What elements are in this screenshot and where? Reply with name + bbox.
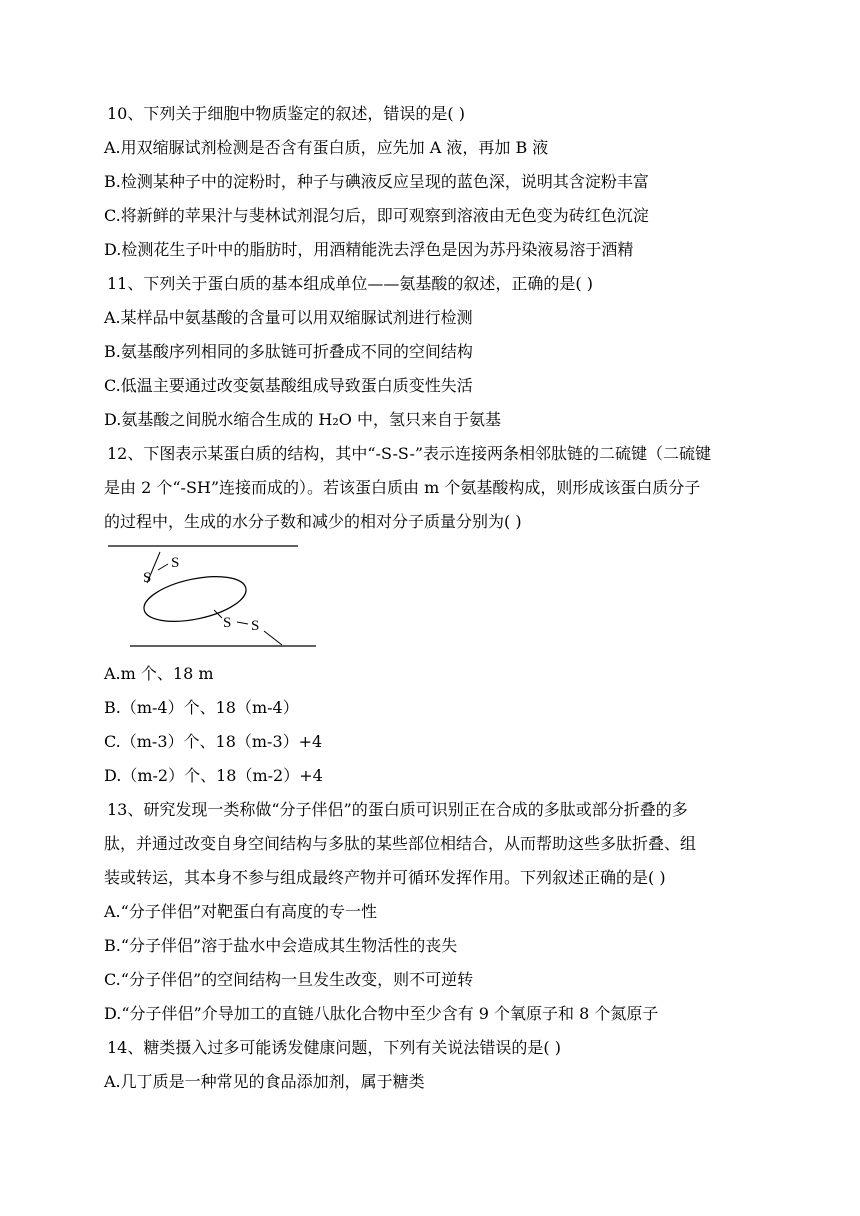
- question-12-stem-line-1: 12、下图表示某蛋白质的结构，其中“-S-S-”表示连接两条相邻肽链的二硫键（二硫键: [107, 444, 712, 463]
- question-10-stem: 10、下列关于细胞中物质鉴定的叙述，错误的是( ): [107, 104, 465, 123]
- question-12-option-b: B.（m-4）个、18（m-4）: [104, 698, 299, 717]
- sulfur-label: S: [223, 615, 232, 631]
- question-12-option-a: A.m 个、18 m: [104, 664, 214, 683]
- question-14-option-a: A.几丁质是一种常见的食品添加剂，属于糖类: [104, 1072, 425, 1091]
- question-10-option-c: C.将新鲜的苹果汁与斐林试剂混匀后，即可观察到溶液由无色变为砖红色沉淀: [104, 206, 649, 225]
- question-11-option-b: B.氨基酸序列相同的多肽链可折叠成不同的空间结构: [104, 342, 473, 361]
- question-12-option-d: D.（m-2）个、18（m-2）+4: [104, 766, 323, 785]
- question-12-option-c: C.（m-3）个、18（m-3）+4: [104, 732, 323, 751]
- question-11-option-a: A.某样品中氨基酸的含量可以用双缩脲试剂进行检测: [104, 308, 473, 327]
- question-13-option-d: D.“分子伴侣”介导加工的直链八肽化合物中至少含有 9 个氧原子和 8 个氮原子: [104, 1004, 659, 1023]
- question-13-stem-line-2: 肽，并通过改变自身空间结构与多肽的某些部位相结合，从而帮助这些多肽折叠、组: [104, 834, 697, 853]
- question-13-option-a: A.“分子伴侣”对靶蛋白有高度的专一性: [104, 902, 378, 921]
- question-12-stem-line-3: 的过程中，生成的水分子数和减少的相对分子质量分别为( ): [104, 512, 522, 531]
- disulfide-bond-diagram: [104, 538, 324, 650]
- question-13-option-c: C.“分子伴侣”的空间结构一旦发生改变，则不可逆转: [104, 970, 474, 989]
- ring-peptide-chain: [140, 569, 250, 630]
- question-10-option-b: B.检测某种子中的淀粉时，种子与碘液反应呈现的蓝色深，说明其含淀粉丰富: [104, 172, 649, 191]
- question-12-stem-line-2: 是由 2 个“-SH”连接而成的）。若该蛋白质由 m 个氨基酸构成，则形成该蛋白质分子: [104, 478, 701, 497]
- question-13-stem-line-1: 13、研究发现一类称做“分子伴侣”的蛋白质可识别正在合成的多肽或部分折叠的多: [107, 800, 688, 819]
- question-11-option-c: C.低温主要通过改变氨基酸组成导致蛋白质变性失活: [104, 376, 473, 395]
- question-11-option-d: D.氨基酸之间脱水缩合生成的 H₂O 中，氢只来自于氨基: [104, 410, 502, 429]
- question-11-stem: 11、下列关于蛋白质的基本组成单位——氨基酸的叙述，正确的是( ): [107, 274, 593, 293]
- question-13-stem-line-3: 装或转运，其本身不参与组成最终产物并可循环发挥作用。下列叙述正确的是( ): [104, 868, 666, 887]
- sulfur-label: S: [143, 570, 152, 586]
- question-10-option-a: A.用双缩脲试剂检测是否含有蛋白质，应先加 A 液，再加 B 液: [104, 138, 549, 157]
- upper-bond-dash: [158, 564, 168, 570]
- question-10-option-d: D.检测花生子叶中的脂肪时，用酒精能洗去浮色是因为苏丹染液易溶于酒精: [104, 240, 634, 259]
- question-13-option-b: B.“分子伴侣”溶于盐水中会造成其生物活性的丧失: [104, 936, 458, 955]
- question-14-stem: 14、糖类摄入过多可能诱发健康问题，下列有关说法错误的是( ): [107, 1038, 561, 1057]
- sulfur-label: S: [171, 555, 180, 571]
- lower-chain-link: [264, 631, 282, 645]
- lower-bond-dash: [237, 622, 248, 624]
- sulfur-label: S: [251, 618, 260, 634]
